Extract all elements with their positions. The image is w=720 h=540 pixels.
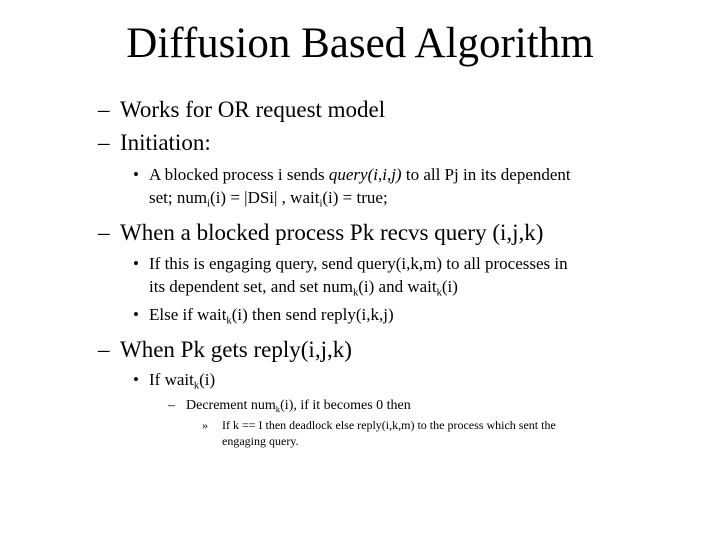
subscript: k <box>352 287 359 299</box>
raquo-marker: » <box>202 418 208 432</box>
bullet-gets-reply <box>98 336 352 364</box>
dash-marker: – <box>98 220 110 245</box>
bullet-marker: • <box>133 165 139 184</box>
dash-marker: – <box>168 398 175 413</box>
text-segment: (i), if it becomes 0 then <box>280 398 411 413</box>
bullet-marker: • <box>133 370 139 389</box>
text-segment: (i) then send reply(i,k,j) <box>231 305 394 324</box>
text-segment: If this is engaging query, send query(i,k,m) to all processes in <box>149 254 568 273</box>
bullet-or-model <box>98 96 385 124</box>
text-segment: A blocked process i sends <box>149 165 329 184</box>
text-segment: its dependent set, and set num <box>149 277 353 296</box>
level4-bullet-deadlock-continued <box>222 433 299 449</box>
text-segment: (i) = |DSi| , wait <box>210 188 320 207</box>
text-segment: (i) <box>199 370 216 389</box>
sub-bullet-engaging-query-continued <box>149 276 458 298</box>
text-segment: If k == I then deadlock else reply(i,k,m) to the process which sent the <box>222 418 556 432</box>
subscript: i <box>207 198 211 210</box>
bullet-initiation <box>98 129 211 157</box>
bullet-text: When Pk gets reply(i,j,k) <box>120 337 352 362</box>
text-segment: set; num <box>149 188 208 207</box>
bullet-text: Initiation: <box>120 130 211 155</box>
text-segment: (i) <box>441 277 458 296</box>
dash-marker: – <box>98 337 110 362</box>
bullet-marker: • <box>133 254 139 273</box>
subscript: k <box>226 315 232 327</box>
text-segment: Decrement num <box>186 398 276 413</box>
sub-bullet-blocked-process-continued <box>149 187 388 209</box>
sub-sub-bullet-decrement <box>168 397 411 415</box>
subscript: k <box>193 380 200 392</box>
text-segment: (i) = true; <box>322 188 388 207</box>
sub-bullet-else-if <box>133 304 394 326</box>
dash-marker: – <box>98 130 110 155</box>
subscript: k <box>275 404 281 415</box>
dash-marker: – <box>98 97 110 122</box>
bullet-recvs-query <box>98 219 543 247</box>
sub-bullet-engaging-query <box>133 253 568 275</box>
sub-bullet-if-wait <box>133 369 215 391</box>
sub-bullet-blocked-process <box>133 164 571 186</box>
slide-title: Diffusion Based Algorithm <box>126 20 594 67</box>
bullet-text: Works for OR request model <box>120 97 386 122</box>
text-segment: (i) and wait <box>358 277 437 296</box>
bullet-marker: • <box>133 305 139 324</box>
subscript: k <box>436 287 442 299</box>
level4-bullet-deadlock <box>202 417 556 433</box>
text-segment: to all Pj in its dependent <box>401 165 571 184</box>
text-segment: Else if wait <box>149 305 227 324</box>
text-segment: If wait <box>149 370 194 389</box>
query-term: query(i,i,j) <box>328 165 402 184</box>
bullet-text: When a blocked process Pk recvs query (i,j,k) <box>120 220 544 245</box>
text-segment: engaging query. <box>222 434 299 448</box>
subscript: i <box>319 198 323 210</box>
